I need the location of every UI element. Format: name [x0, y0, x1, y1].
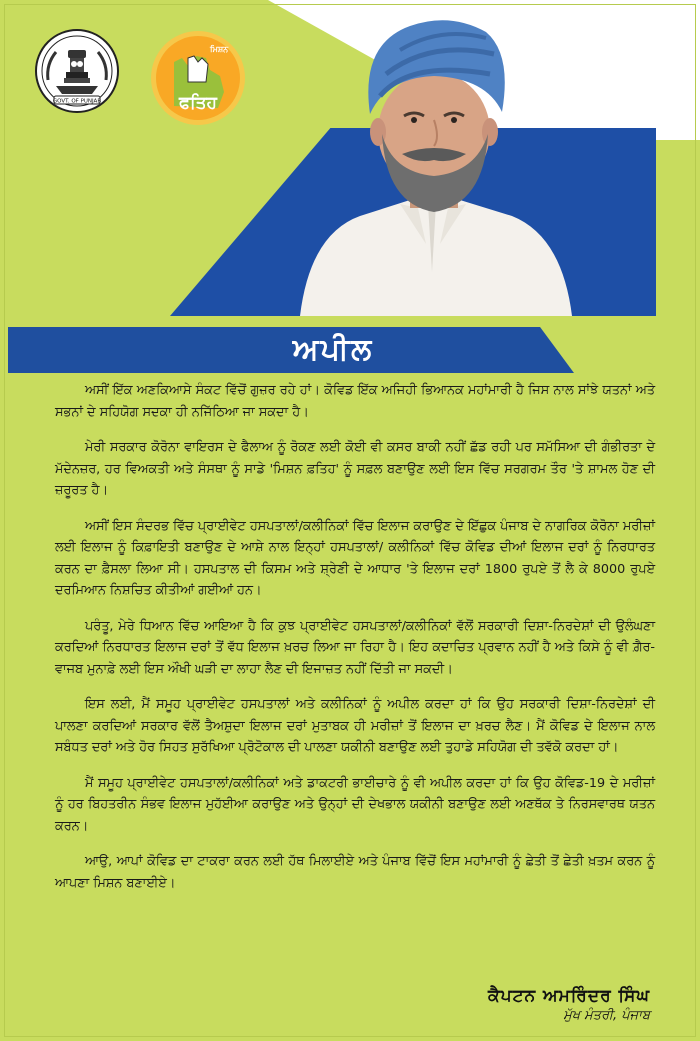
logo-main-text: ਫਤਿਹ — [179, 93, 217, 113]
page-title: ਅਪੀਲ — [292, 332, 374, 367]
paragraph: ਪਰੰਤੂ, ਮੇਰੇ ਧਿਆਨ ਵਿੱਚ ਆਇਆ ਹੈ ਕਿ ਕੁਝ ਪ੍ਰਾਈਵੇਟ ਹਸਪਤਾਲਾਂ/ਕਲੀਨਿਕਾਂ ਵੱਲੋਂ ਸਰਕਾਰੀ ਦਿਸ਼ਾ-ਨਿਰਦੇਸ਼ਾਂ ਦੀ ਉਲੰਘਣਾ ਕਰਦਿਆਂ ਨਿਰਧਾਰਤ ਇਲਾਜ ਦਰਾਂ ਤੋਂ ਵੱਧ ਇਲਾਜ ਖ਼ਰਚ ਲਿਆ ਜਾ ਰਿਹਾ ਹੈ। ਇਹ ਕਦਾਚਿਤ ਪ੍ਰਵਾਨ ਨਹੀਂ ਹੈ ਅਤੇ ਕਿਸੇ ਨੂੰ ਵੀ ਗ਼ੈਰ-ਵਾਜਬ ਮੁਨਾਫ਼ੇ ਲਈ ਇਸ ਔਖੀ ਘੜੀ ਦਾ ਲਾਹਾ ਲੈਣ ਦੀ ਇਜਾਜ਼ਤ ਨਹੀਂ ਦਿੱਤੀ ਜਾ ਸਕਦੀ। — [55, 618, 655, 677]
logo-top-text: ਮਿਸ਼ਨ — [210, 45, 229, 54]
punjab-government-emblem-icon — [34, 28, 120, 114]
paragraph: ਇਸ ਲਈ, ਮੈਂ ਸਮੂਹ ਪ੍ਰਾਈਵੇਟ ਹਸਪਤਾਲਾਂ ਅਤੇ ਕਲੀਨਿਕਾਂ ਨੂੰ ਅਪੀਲ ਕਰਦਾ ਹਾਂ ਕਿ ਉਹ ਸਰਕਾਰੀ ਦਿਸ਼ਾ-ਨਿਰਦੇਸ਼ਾਂ ਦੀ ਪਾਲਣਾ ਕਰਦਿਆਂ ਸਰਕਾਰ ਵੱਲੋਂ ਤੈਅਸ਼ੁਦਾ ਇਲਾਜ ਦਰਾਂ ਮੁਤਾਬਕ ਹੀ ਮਰੀਜ਼ਾਂ ਤੋਂ ਇਲਾਜ ਦਾ ਖ਼ਰਚ ਲੈਣ। ਮੈਂ ਕੋਵਿਡ ਦੇ ਇਲਾਜ ਨਾਲ ਸਬੰਧਤ ਦਰਾਂ ਅਤੇ ਹੋਰ ਸਿਹਤ ਸੁਰੱਖਿਆ ਪ੍ਰੋਟੋਕਾਲ ਦੀ ਪਾਲਣਾ ਯਕੀਨੀ ਬਣਾਉਣ ਲਈ ਤੁਹਾਡੇ ਸਹਿਯੋਗ ਦੀ ਤਵੱਕੋ ਕਰਦਾ ਹਾਂ। — [55, 697, 655, 755]
signature-role: ਮੁੱਖ ਮੰਤਰੀ, ਪੰਜਾਬ — [563, 1008, 650, 1023]
paragraph: ਮੈਂ ਸਮੂਹ ਪ੍ਰਾਈਵੇਟ ਹਸਪਤਾਲਾਂ/ਕਲੀਨਿਕਾਂ ਅਤੇ ਡਾਕਟਰੀ ਭਾਈਚਾਰੇ ਨੂੰ ਵੀ ਅਪੀਲ ਕਰਦਾ ਹਾਂ ਕਿ ਉਹ ਕੋਵਿਡ-19 ਦੇ ਮਰੀਜ਼ਾਂ ਨੂੰ ਹਰ ਬਿਹਤਰੀਨ ਸੰਭਵ ਇਲਾਜ ਮੁਹੱਈਆ ਕਰਾਉਣ ਅਤੇ ਉਨ੍ਹਾਂ ਦੀ ਦੇਖਭਾਲ ਯਕੀਨੀ ਬਣਾਉਣ ਲਈ ਅਣਥੱਕ ਤੇ ਨਿਰਸਵਾਰਥ ਯਤਨ ਕਰਨ। — [55, 775, 655, 834]
mission-fateh-logo-icon — [148, 28, 248, 128]
paragraph: ਅਸੀਂ ਇਸ ਸੰਦਰਭ ਵਿੱਚ ਪ੍ਰਾਈਵੇਟ ਹਸਪਤਾਲਾਂ/ਕਲੀਨਿਕਾਂ ਵਿੱਚ ਇਲਾਜ ਕਰਾਉਣ ਦੇ ਇੱਛੁਕ ਪੰਜਾਬ ਦੇ ਨਾਗਰਿਕ ਕੋਰੋਨਾ ਮਰੀਜ਼ਾਂ ਲਈ ਇਲਾਜ ਨੂੰ ਕਿਫ਼ਾਇਤੀ ਬਣਾਉਣ ਦੇ ਆਸ਼ੇ ਨਾਲ ਇਨ੍ਹਾਂ ਹਸਪਤਾਲਾਂ/ ਕਲੀਨਿਕਾਂ ਵਿੱਚ ਕੋਵਿਡ ਦੀਆਂ ਇਲਾਜ ਦਰਾਂ ਨੂੰ ਨਿਰਧਾਰਤ ਕਰਨ ਦਾ ਫ਼ੈਸਲਾ ਲਿਆ ਸੀ। ਹਸਪਤਾਲ ਦੀ ਕਿਸਮ ਅਤੇ ਸ਼੍ਰੇਣੀ ਦੇ ਆਧਾਰ 'ਤੇ ਇਲਾਜ ਦਰਾਂ 1800 ਰੁਪਏ ਤੋਂ ਲੈ ਕੇ 8000 ਰੁਪਏ ਦਰਮਿਆਨ ਨਿਸ਼ਚਿਤ ਕੀਤੀਆਂ ਗਈਆਂ ਹਨ। — [55, 518, 655, 598]
portrait-photo — [290, 4, 580, 316]
appeal-body — [55, 380, 655, 908]
paragraph: ਮੇਰੀ ਸਰਕਾਰ ਕੋਰੋਨਾ ਵਾਇਰਸ ਦੇ ਫੈਲਾਅ ਨੂੰ ਰੋਕਣ ਲਈ ਕੋਈ ਵੀ ਕਸਰ ਬਾਕੀ ਨਹੀਂ ਛੱਡ ਰਹੀ ਪਰ ਸਮੱਸਿਆ ਦੀ ਗੰਭੀਰਤਾ ਦੇ ਮੱਦੇਨਜ਼ਰ, ਹਰ ਵਿਅਕਤੀ ਅਤੇ ਸੰਸਥਾ ਨੂੰ ਸਾਡੇ 'ਮਿਸ਼ਨ ਫ਼ਤਿਹ' ਨੂੰ ਸਫ਼ਲ ਬਣਾਉਣ ਲਈ ਇਸ ਵਿੱਚ ਸਰਗਰਮ ਤੌਰ 'ਤੇ ਸ਼ਾਮਲ ਹੋਣ ਦੀ ਜ਼ਰੂਰਤ ਹੈ। — [55, 440, 655, 498]
signature-block — [488, 986, 650, 1023]
signature-name: ਕੈਪਟਨ ਅਮਰਿੰਦਰ ਸਿੰਘ — [488, 986, 650, 1006]
paragraph: ਆਉ, ਆਪਾਂ ਕੋਵਿਡ ਦਾ ਟਾਕਰਾ ਕਰਨ ਲਈ ਹੱਥ ਮਿਲਾਈਏ ਅਤੇ ਪੰਜਾਬ ਵਿੱਚੋਂ ਇਸ ਮਹਾਂਮਾਰੀ ਨੂੰ ਛੇਤੀ ਤੋਂ ਛੇਤੀ ਖ਼ਤਮ ਕਰਨ ਨੂੰ ਆਪਣਾ ਮਿਸ਼ਨ ਬਣਾਈਏ। — [55, 854, 655, 891]
emblem-caption: GOVT. OF PUNJAB — [52, 98, 102, 105]
paragraph: ਅਸੀਂ ਇੱਕ ਅਣਕਿਆਸੇ ਸੰਕਟ ਵਿੱਚੋਂ ਗੁਜ਼ਰ ਰਹੇ ਹਾਂ। ਕੋਵਿਡ ਇੱਕ ਅਜਿਹੀ ਭਿਆਨਕ ਮਹਾਂਮਾਰੀ ਹੈ ਜਿਸ ਨਾਲ ਸਾਂਝੇ ਯਤਨਾਂ ਅਤੇ ਸਭਨਾਂ ਦੇ ਸਹਿਯੋਗ ਸਦਕਾ ਹੀ ਨਜਿੱਠਿਆ ਜਾ ਸਕਦਾ ਹੈ। — [55, 383, 655, 420]
